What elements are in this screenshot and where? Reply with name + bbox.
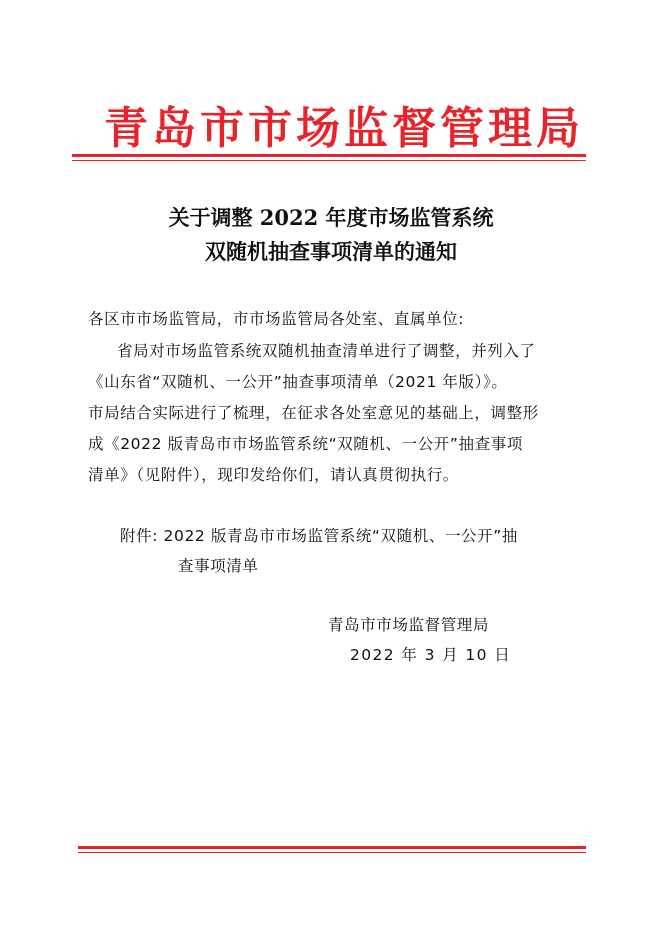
body-line-4: 成《2022 版青岛市市场监管系统“双随机、一公开”抽查事项 xyxy=(88,435,523,453)
letterhead-red-rule-thick xyxy=(72,154,586,157)
signature-date: 2022 年 3 月 10 日 xyxy=(350,646,512,664)
salutation: 各区市市场监管局，市市场监管局各处室、直属单位: xyxy=(88,310,465,328)
attachment-line-2: 查事项清单 xyxy=(178,557,259,575)
footer-red-rule-thick xyxy=(78,846,586,849)
letterhead xyxy=(70,76,618,154)
footer-red-rule-thin xyxy=(78,852,586,853)
signature-org: 青岛市市场监督管理局 xyxy=(328,616,490,634)
body-line-3: 市局结合实际进行了梳理，在征求各处室意见的基础上，调整形 xyxy=(88,404,539,422)
notice-title-line-2: 双随机抽查事项清单的通知 xyxy=(205,239,457,264)
body-line-5: 清单》（见附件），现印发给你们，请认真贯彻执行。 xyxy=(88,466,459,484)
notice-title-line-1: 关于调整 2022 年度市场监管系统 xyxy=(168,205,494,230)
letterhead-red-rule-thin xyxy=(72,160,586,161)
attachment-line-1: 附件: 2022 版青岛市市场监管系统“双随机、一公开”抽 xyxy=(120,527,518,545)
body-line-2: 《山东省“双随机、一公开”抽查事项清单（2021 年版）》。 xyxy=(88,373,508,391)
body-line-1: 省局对市场监管系统双随机抽查清单进行了调整，并列入了 xyxy=(117,342,536,360)
letterhead-org-name: 青岛市市场监督管理局 xyxy=(104,103,584,154)
